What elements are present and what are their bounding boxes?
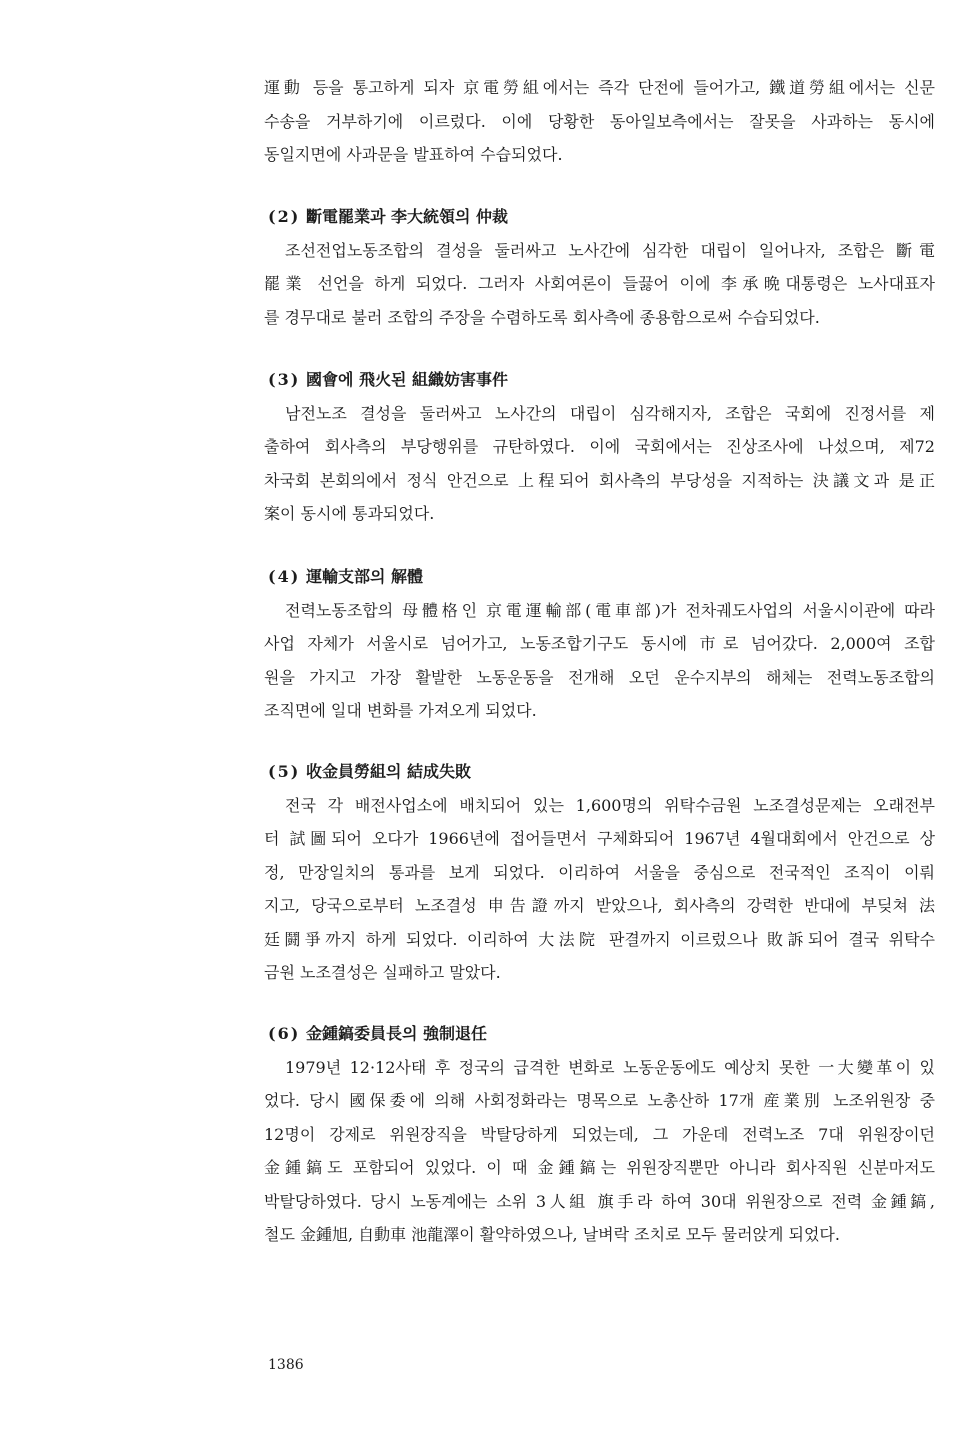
section-title: 運輸支部의 解體 xyxy=(306,567,424,586)
section-title: 國會에 飛火된 組織妨害事件 xyxy=(306,370,509,389)
body-line: 터 試圖되어 오다가 1966년에 접어들면서 구체화되어 1967년 4월대회에서 안건으로 상 xyxy=(264,829,935,848)
body-line: 조직면에 일대 변화를 가져오게 되었다. xyxy=(264,701,537,720)
body-line: 조선전업노동조합의 결성을 둘러싸고 노사간에 심각한 대립이 일어나자, 조합은 斷電 xyxy=(285,240,935,260)
body-line: 案이 동시에 통과되었다. xyxy=(264,504,435,523)
section-title: 收金員勞組의 結成失敗 xyxy=(306,762,472,781)
body-line: 罷業 선언을 하게 되었다. 그러자 사회여론이 들끓어 이에 李承晩대통령은 노사대표자 xyxy=(264,274,935,293)
body-line: 었다. 당시 國保委에 의해 사회정화라는 명목으로 노총산하 17개 産業別 노조위원장 중 xyxy=(264,1091,935,1110)
section-title: 斷電罷業과 李大統領의 仲裁 xyxy=(306,207,509,226)
page-number: 1386 xyxy=(268,1357,304,1373)
body-line: 12명이 강제로 위원장직을 박탈당하게 되었는데, 그 가운데 전력노조 7대 위원장이던 xyxy=(264,1124,935,1144)
body-line: 정, 만장일치의 통과를 보게 되었다. 이리하여 서울을 중심으로 전국적인 조직이 이뤄 xyxy=(264,862,935,882)
section-2 xyxy=(264,200,935,334)
section-heading xyxy=(264,560,935,594)
body-line: 를 경무대로 불러 조합의 주장을 수렴하도록 회사측에 종용함으로써 수습되었다. xyxy=(264,307,820,327)
body-line: 남전노조 결성을 둘러싸고 노사간의 대립이 심각해지자, 조합은 국회에 진정서를 제 xyxy=(285,403,935,423)
body-line: 1979년 12·12사태 후 정국의 급격한 변화로 노동운동에도 예상치 못한 一大變革이 있 xyxy=(285,1057,935,1077)
section-heading xyxy=(264,755,935,789)
section-heading xyxy=(264,1017,935,1051)
body-line: 금원 노조결성은 실패하고 말았다. xyxy=(264,963,501,982)
section-3 xyxy=(264,363,935,531)
section-number: (4) xyxy=(268,567,301,586)
section-number: (6) xyxy=(268,1024,301,1043)
section-number: (5) xyxy=(268,762,301,781)
body-line: 출하여 회사측의 부당행위를 규탄하였다. 이에 국회에서는 진상조사에 나섰으며, 제72 xyxy=(264,437,935,456)
section-4 xyxy=(264,560,935,728)
section-heading xyxy=(264,363,935,397)
intro-paragraph xyxy=(264,71,935,172)
body-line: 동일지면에 사과문을 발표하여 수습되었다. xyxy=(264,145,563,164)
body-line: 金鍾鎬도 포함되어 있었다. 이 때 金鍾鎬는 위원장직뿐만 아니라 회사직원 신분마저도 xyxy=(264,1158,935,1177)
body-line: 전국 각 배전사업소에 배치되어 있는 1,600명의 위탁수금원 노조결성문제는 오래전부 xyxy=(285,795,935,815)
section-title: 金鍾鎬委員長의 強制退任 xyxy=(306,1024,488,1043)
section-heading xyxy=(264,200,935,234)
body-line: 차국회 본회의에서 정식 안건으로 上程되어 회사측의 부당성을 지적하는 決議文과 是正 xyxy=(264,470,935,490)
body-line: 수송을 거부하기에 이르렀다. 이에 당황한 동아일보측에서는 잘못을 사과하는 동시에 xyxy=(264,111,935,131)
body-line: 지고, 당국으로부터 노조결성 申告證까지 받았으나, 회사측의 강력한 반대에 부딪쳐 法 xyxy=(264,896,935,915)
body-line: 박탈당하였다. 당시 노동계에는 소위 3人組 旗手라 하여 30대 위원장으로 전력 金鍾鎬, xyxy=(264,1191,935,1211)
body-line: 철도 金鍾旭, 自動車 池龍澤이 활약하였으나, 날벼락 조치로 모두 물러앉게 되었다. xyxy=(264,1225,840,1244)
section-6 xyxy=(264,1017,935,1252)
section-number: (2) xyxy=(268,207,301,226)
body-line: 원을 가지고 가장 활발한 노동운동을 전개해 오던 운수지부의 해체는 전력노동조합의 xyxy=(264,667,935,687)
body-line: 廷鬪爭까지 하게 되었다. 이리하여 大法院 판결까지 이르렀으나 敗訴되어 결국 위탁수 xyxy=(264,929,935,949)
body-line: 전력노동조합의 母體格인 京電運輸部(電車部)가 전차궤도사업의 서울시이관에 따라 xyxy=(285,600,935,620)
section-number: (3) xyxy=(268,370,301,389)
body-line: 運動 등을 통고하게 되자 京電勞組에서는 즉각 단전에 들어가고, 鐵道勞組에서는 신문 xyxy=(264,78,935,97)
body-line: 사업 자체가 서울시로 넘어가고, 노동조합기구도 동시에 市로 넘어갔다. 2,000여 조합 xyxy=(264,634,935,653)
section-5 xyxy=(264,755,935,990)
